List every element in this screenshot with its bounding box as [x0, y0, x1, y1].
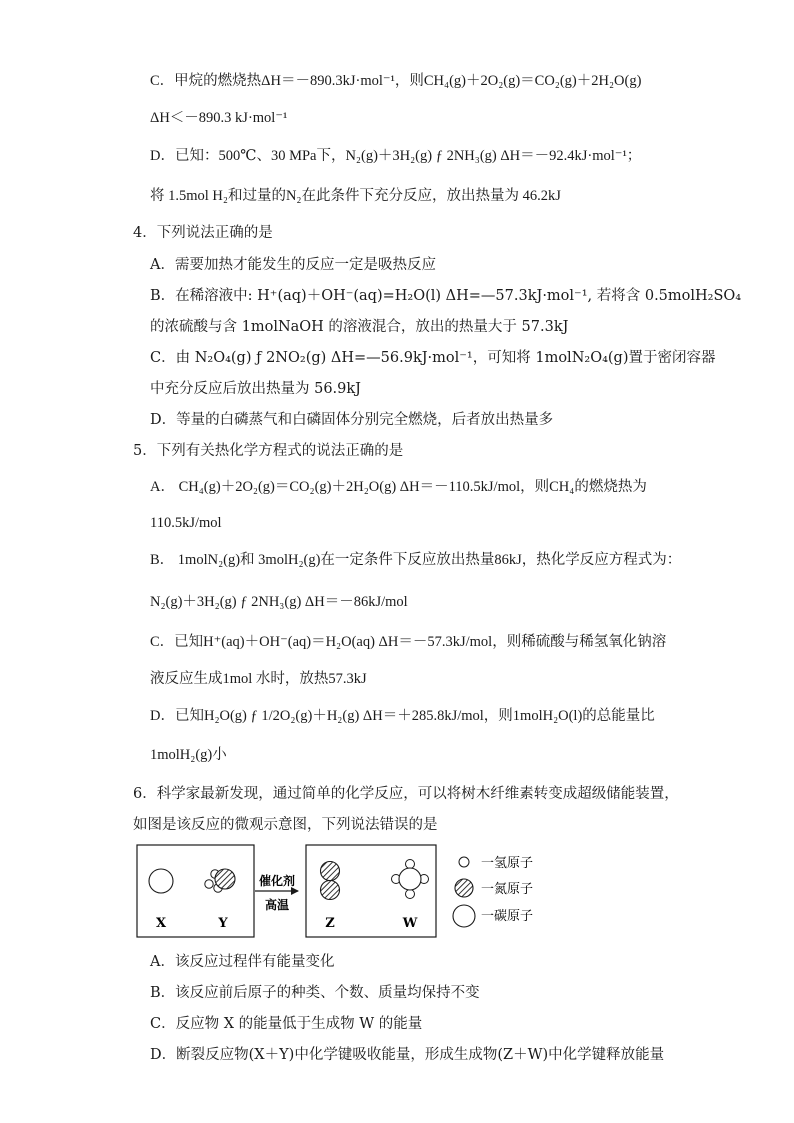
- line-3c-1: C．甲烷的燃烧热ΔH＝－890.3kJ·mol⁻¹，则CH₄(g)＋2O₂(g)＝CO₂(g)＋2H₂O(g): [150, 73, 642, 89]
- legend-hydrogen: 一氢原子: [481, 856, 534, 871]
- line-4a: A．需要加热才能发生的反应一定是吸热反应: [150, 257, 436, 273]
- line-3c-2: ΔH＜－890.3 kJ·mol⁻¹: [150, 110, 288, 126]
- arrow-label-temperature: 高温: [264, 898, 290, 912]
- label-z: Z: [325, 916, 335, 931]
- line-4b-2: 的浓硫酸与含 1molNaOH 的溶液混合，放出的热量大于 57.3kJ: [150, 319, 569, 335]
- line-6d: D．断裂反应物(X＋Y)中化学键吸收能量，形成生成物(Z＋W)中化学键释放能量: [150, 1047, 665, 1063]
- legend-carbon: 一碳原子: [481, 909, 534, 924]
- x-carbon-atom: [149, 869, 173, 893]
- line-5d-2: 1molH₂(g)小: [150, 747, 227, 763]
- line-4c-1: C．由 N₂O₄(g) ƒ 2NO₂(g) ΔH=—56.9kJ·mol⁻¹，可知将 1molN₂O₄(g)置于密闭容器: [150, 350, 716, 366]
- line-5a-2: 110.5kJ/mol: [150, 515, 222, 531]
- reaction-diagram: [136, 843, 566, 939]
- question-4-stem: 4．下列说法正确的是: [133, 225, 273, 241]
- question-6-stem-1: 6．科学家最新发现，通过简单的化学反应，可以将树木纤维素转变成超级储能装置，: [133, 786, 679, 802]
- question-6-stem-2: 如图是该反应的微观示意图，下列说法错误的是: [133, 817, 438, 833]
- line-4b-1: B．在稀溶液中: H⁺(aq)＋OH⁻(aq)=H₂O(l) ΔH=—57.3kJ·mol⁻¹, 若将含 0.5molH₂SO₄: [150, 288, 742, 304]
- line-5c-2: 液反应生成1mol 水时，放热57.3kJ: [150, 671, 367, 687]
- legend: [453, 856, 533, 927]
- legend-nitrogen: 一氮原子: [481, 882, 534, 897]
- line-6a: A．该反应过程伴有能量变化: [150, 954, 335, 970]
- question-5-stem: 5．下列有关热化学方程式的说法正确的是: [133, 443, 404, 459]
- legend-hydrogen-symbol: [459, 857, 469, 867]
- line-5c-1: C．已知H⁺(aq)＋OH⁻(aq)＝H₂O(aq) ΔH＝－57.3kJ/mol，则稀硫酸与稀氢氧化钠溶: [150, 634, 667, 650]
- y-molecule: [205, 869, 235, 892]
- label-y: Y: [218, 916, 228, 931]
- line-4c-2: 中充分反应后放出热量为 56.9kJ: [150, 381, 361, 397]
- label-w: W: [402, 916, 418, 931]
- line-5a-1: A． CH₄(g)＋2O₂(g)＝CO₂(g)＋2H₂O(g) ΔH＝－110.5kJ/mol，则CH₄的燃烧热为: [150, 479, 647, 495]
- line-6c: C．反应物 X 的能量低于生成物 W 的能量: [150, 1016, 423, 1032]
- w-molecule: [392, 860, 429, 899]
- line-6b: B．该反应前后原子的种类、个数、质量均保持不变: [150, 985, 480, 1001]
- z-molecule: [321, 862, 340, 900]
- line-3d-2: 将 1.5mol H₂和过量的N₂在此条件下充分反应，放出热量为 46.2kJ: [150, 188, 561, 204]
- label-x: X: [155, 916, 167, 931]
- arrow-head: [291, 887, 299, 895]
- legend-nitrogen-symbol: [455, 879, 473, 897]
- line-5b-1: B． 1molN₂(g)和 3molH₂(g)在一定条件下反应放出热量86kJ，热化学反应方程式为：: [150, 552, 682, 568]
- line-5b-2: N₂(g)＋3H₂(g) ƒ 2NH₃(g) ΔH＝－86kJ/mol: [150, 594, 408, 610]
- arrow-label-catalyst: 催化剂: [258, 874, 296, 888]
- legend-carbon-symbol: [453, 905, 475, 927]
- line-3d-1: D．已知：500℃、30 MPa下，N₂(g)＋3H₂(g) ƒ 2NH₃(g) ΔH＝－92.4kJ·mol⁻¹；: [150, 148, 642, 164]
- line-5d-1: D．已知H₂O(g) ƒ 1/2O₂(g)＋H₂(g) ΔH＝＋285.8kJ/mol，则1molH₂O(l)的总能量比: [150, 708, 655, 724]
- line-4d: D．等量的白磷蒸气和白磷固体分别完全燃烧，后者放出热量多: [150, 412, 554, 428]
